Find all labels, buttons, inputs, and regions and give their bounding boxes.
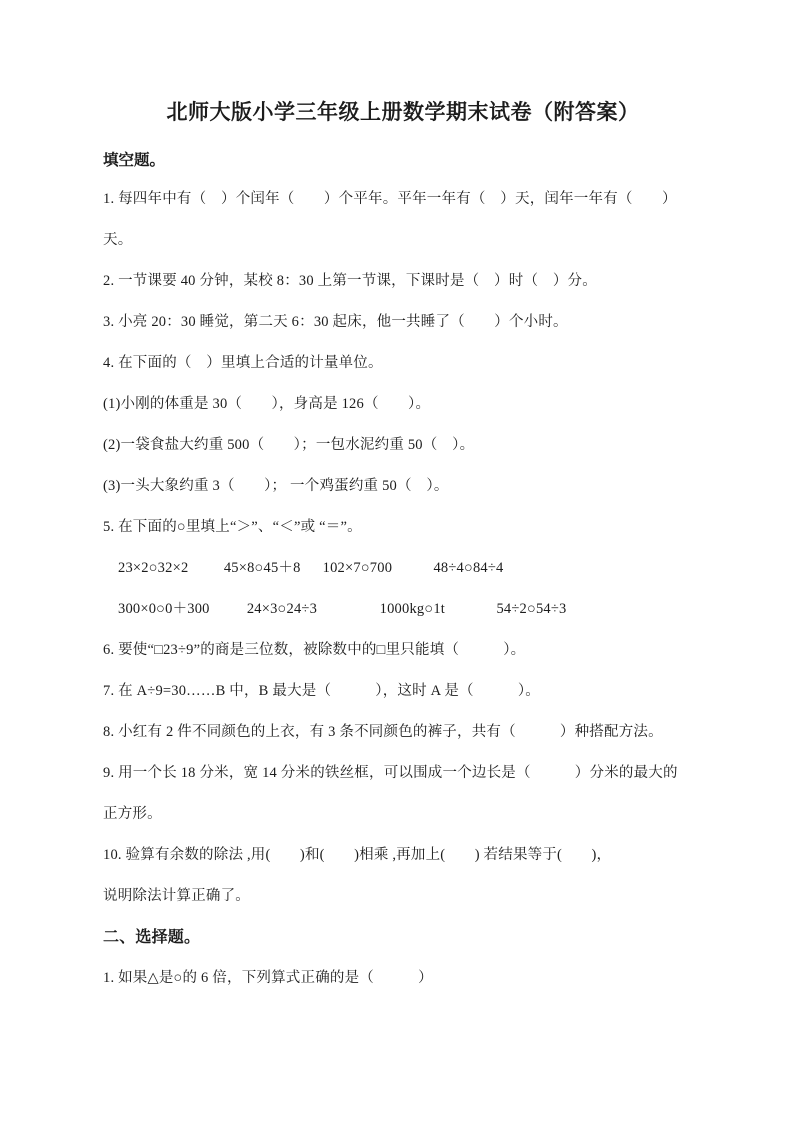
question-9-line-1: 9. 用一个长 18 分米，宽 14 分米的铁丝框，可以围成一个边长是（ ）分米的最大的 <box>103 765 678 781</box>
comparison-expression: 300×0○0＋300 <box>118 601 210 617</box>
question-5: 5. 在下面的○里填上“＞”、“＜”或 “＝”。 <box>103 519 362 535</box>
question-2: 2. 一节课要 40 分钟，某校 8：30 上第一节课，下课时是（ ）时（ ）分。 <box>103 273 597 289</box>
comparison-expression: 54÷2○54÷3 <box>496 601 567 617</box>
comparison-expression: 45×8○45＋8 <box>223 560 301 576</box>
comparison-expression: 1000kg○1t <box>379 601 445 617</box>
fill-in-section <box>103 179 703 999</box>
section-heading-fill-in: 填空题。 <box>103 152 166 169</box>
question-10-line-1: 10. 验算有余数的除法 ,用( )和( )相乘 ,再加上( ) 若结果等于( )， <box>103 847 612 863</box>
question-4-sub-1: (1)小刚的体重是 30（ ），身高是 126（ ）。 <box>103 396 431 412</box>
choice-question-1: 1. 如果△是○的 6 倍，下列算式正确的是（ ） <box>103 970 433 986</box>
comparison-expression: 23×2○32×2 <box>118 560 189 576</box>
question-1-line-2: 天。 <box>103 232 133 248</box>
question-4: 4. 在下面的（ ）里填上合适的计量单位。 <box>103 355 383 371</box>
question-3: 3. 小亮 20：30 睡觉，第二天 6：30 起床，他一共睡了（ ）个小时。 <box>103 314 568 330</box>
question-7: 7. 在 A÷9=30……B 中，B 最大是（ ），这时 A 是（ ）。 <box>103 683 540 699</box>
comparison-expression: 102×7○700 <box>322 560 393 576</box>
comparison-expression: 24×3○24÷3 <box>246 601 318 617</box>
page-title: 北师大版小学三年级上册数学期末试卷（附答案） <box>166 100 640 124</box>
comparison-row-1 <box>103 548 703 589</box>
question-4-sub-3: (3)一头大象约重 3（ ）； 一个鸡蛋约重 50（ ）。 <box>103 478 449 494</box>
question-6: 6. 要使“□23÷9”的商是三位数，被除数中的□里只能填（ ）。 <box>103 642 526 658</box>
question-4-sub-2: (2)一袋食盐大约重 500（ ）；一包水泥约重 50（ ）。 <box>103 437 475 453</box>
comparison-row-2 <box>103 589 703 630</box>
section-heading-choice: 二、选择题。 <box>103 929 201 946</box>
comparison-expression: 48÷4○84÷4 <box>433 560 504 576</box>
question-8: 8. 小红有 2 件不同颜色的上衣，有 3 条不同颜色的裤子，共有（ ）种搭配方法。 <box>103 724 663 740</box>
question-9-line-2: 正方形。 <box>103 806 162 822</box>
question-10-line-2: 说明除法计算正确了。 <box>103 888 250 904</box>
question-1-line-1: 1. 每四年中有（ ）个闰年（ ）个平年。平年一年有（ ）天，闰年一年有（ ） <box>103 191 677 207</box>
